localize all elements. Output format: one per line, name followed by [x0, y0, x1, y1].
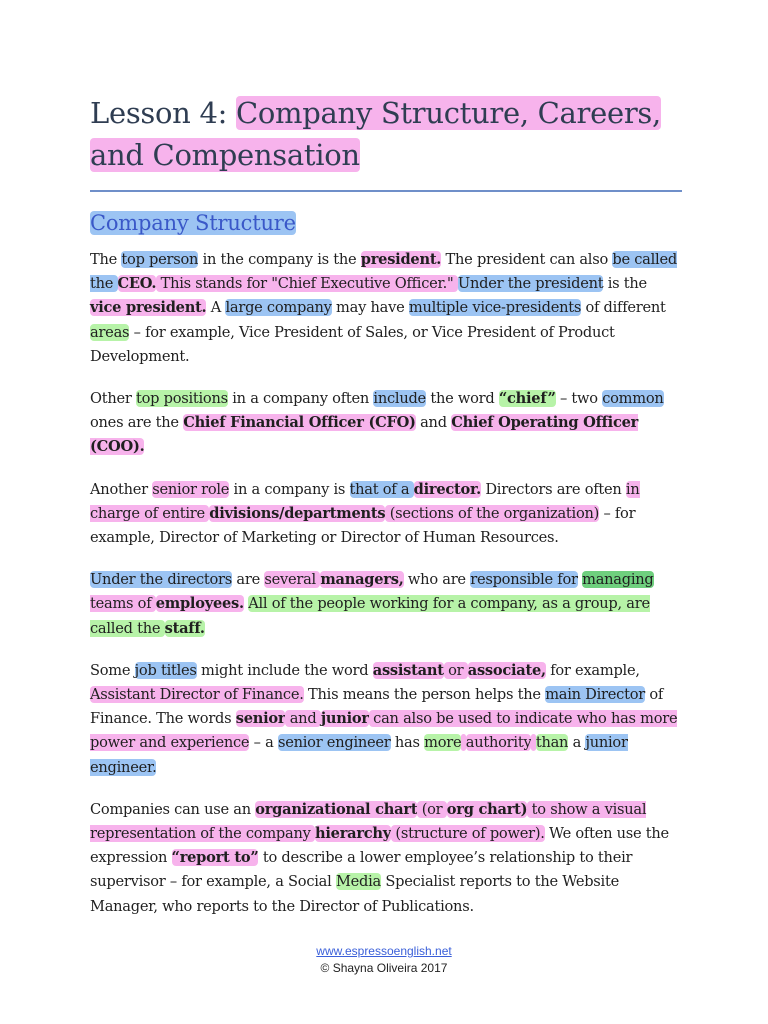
document-page: [90, 92, 682, 919]
text: who are: [403, 571, 471, 589]
text: – for example, Director of Marketing or Director of Human Resources.: [90, 504, 636, 547]
lesson-title-prefix: Lesson 4:: [90, 96, 236, 130]
highlight: top person: [121, 251, 199, 268]
text: in a company is: [229, 480, 350, 498]
highlight: employees.: [155, 595, 244, 613]
text: the word: [425, 390, 499, 408]
highlight: responsible for: [470, 571, 578, 589]
highlight: senior role: [152, 480, 230, 498]
highlight: job titles: [134, 661, 197, 679]
highlight: can also be used to indicate who has more power and experience: [90, 710, 678, 752]
highlight: managers,: [320, 571, 404, 589]
highlight: (structure of power).: [391, 825, 545, 843]
highlight: assistant: [372, 661, 444, 679]
highlight: “chief”: [498, 390, 556, 408]
highlight: areas: [90, 323, 130, 341]
paragraph-4: [90, 568, 682, 641]
text: a: [568, 734, 586, 752]
highlight: director.: [413, 480, 481, 498]
highlight: CEO.: [117, 275, 157, 293]
highlight: president.: [360, 251, 442, 268]
highlight: (or: [417, 800, 447, 818]
highlight: junior: [320, 710, 369, 728]
text: Directors are often: [480, 480, 626, 498]
text: and: [415, 414, 452, 432]
section-heading: [90, 208, 682, 238]
text: are: [232, 571, 265, 589]
highlight: Chief Financial Officer (CFO): [183, 414, 416, 432]
text: We often use the expression: [90, 825, 669, 867]
highlight: than: [535, 734, 569, 752]
paragraph-5: [90, 659, 682, 780]
text: for example,: [545, 661, 640, 679]
website-link[interactable]: www.espressoenglish.net: [316, 944, 452, 958]
text: might include the word: [196, 661, 373, 679]
text: to describe a lower employee’s relationship to their supervisor – for example, a Social: [90, 849, 633, 891]
highlight: Assistant Director of Finance.: [90, 686, 304, 704]
highlight: “report to”: [171, 849, 259, 867]
highlight: authority: [465, 734, 532, 752]
paragraph-1: [90, 248, 682, 369]
text: is the: [603, 275, 647, 293]
text: – for example, Vice President of Sales, or Vice President of Product Development.: [90, 323, 615, 365]
highlight: Media: [335, 873, 381, 891]
highlight: Under the directors: [90, 571, 232, 589]
highlight: senior: [235, 710, 286, 728]
section-heading-text: Company Structure: [90, 211, 296, 235]
highlight: teams of: [90, 595, 156, 613]
lesson-title: [90, 92, 682, 176]
text: This means the person helps the: [303, 686, 546, 704]
text: has: [390, 734, 425, 752]
paragraph-6: [90, 798, 682, 919]
highlight: that of a: [349, 480, 414, 498]
text: ones are the: [90, 414, 184, 432]
text: – two: [555, 390, 603, 408]
highlight: All of the people working for a company, as a group, are called the: [90, 595, 650, 637]
highlight: in charge of entire: [90, 480, 640, 522]
copyright-text: © Shayna Oliveira 2017: [320, 961, 448, 975]
text: may have: [331, 299, 409, 317]
text: Other: [90, 390, 136, 408]
text: Some: [90, 661, 135, 679]
highlight: (sections of the organization): [385, 504, 600, 522]
lesson-title-highlight-2: and Compensation: [90, 138, 360, 172]
text: A: [206, 299, 226, 317]
highlight: Under the president: [457, 275, 604, 293]
highlight: common: [602, 390, 664, 408]
highlight: several: [264, 571, 321, 589]
text: Companies can use an: [90, 800, 256, 818]
highlight: divisions/departments: [209, 504, 386, 522]
text: Another: [90, 480, 153, 498]
highlight: include: [373, 390, 426, 408]
text: Specialist reports to the Website Manager, who reports to the Director of Publications.: [90, 873, 619, 915]
text: The president can also: [441, 251, 613, 268]
highlight: main Director: [545, 686, 645, 704]
highlight: vice president.: [90, 299, 207, 317]
paragraph-3: [90, 478, 682, 551]
text: in a company often: [227, 390, 374, 408]
lesson-title-highlight-1: Company Structure, Careers,: [235, 96, 661, 130]
highlight: organizational chart: [255, 800, 418, 818]
page-footer: [0, 943, 768, 977]
paragraph-2: [90, 387, 682, 460]
text: of Finance. The words: [90, 686, 664, 728]
highlight: be called the: [90, 251, 677, 293]
highlight: top positions: [135, 390, 228, 408]
text: of different: [581, 299, 666, 317]
highlight: This stands for "Chief Executive Officer.": [156, 275, 458, 293]
highlight: staff.: [164, 619, 205, 637]
highlight: and: [285, 710, 321, 728]
highlight: more: [424, 734, 462, 752]
highlight: managing: [582, 571, 654, 589]
highlight: or: [443, 661, 468, 679]
highlight: multiple vice-presidents: [408, 299, 582, 317]
highlight: associate,: [467, 661, 546, 679]
text: – a: [249, 734, 278, 752]
highlight: org chart): [446, 800, 528, 818]
text: in the company is the: [198, 251, 361, 268]
highlight: Chief Operating Officer (COO).: [90, 414, 639, 456]
highlight: hierarchy: [315, 825, 392, 843]
highlight: senior engineer: [277, 734, 391, 752]
title-divider: [90, 190, 682, 192]
highlight: to show a visual representation of the company: [90, 800, 647, 843]
highlight: junior engineer.: [90, 734, 628, 776]
highlight: large company: [225, 299, 332, 317]
text: The: [90, 251, 122, 268]
